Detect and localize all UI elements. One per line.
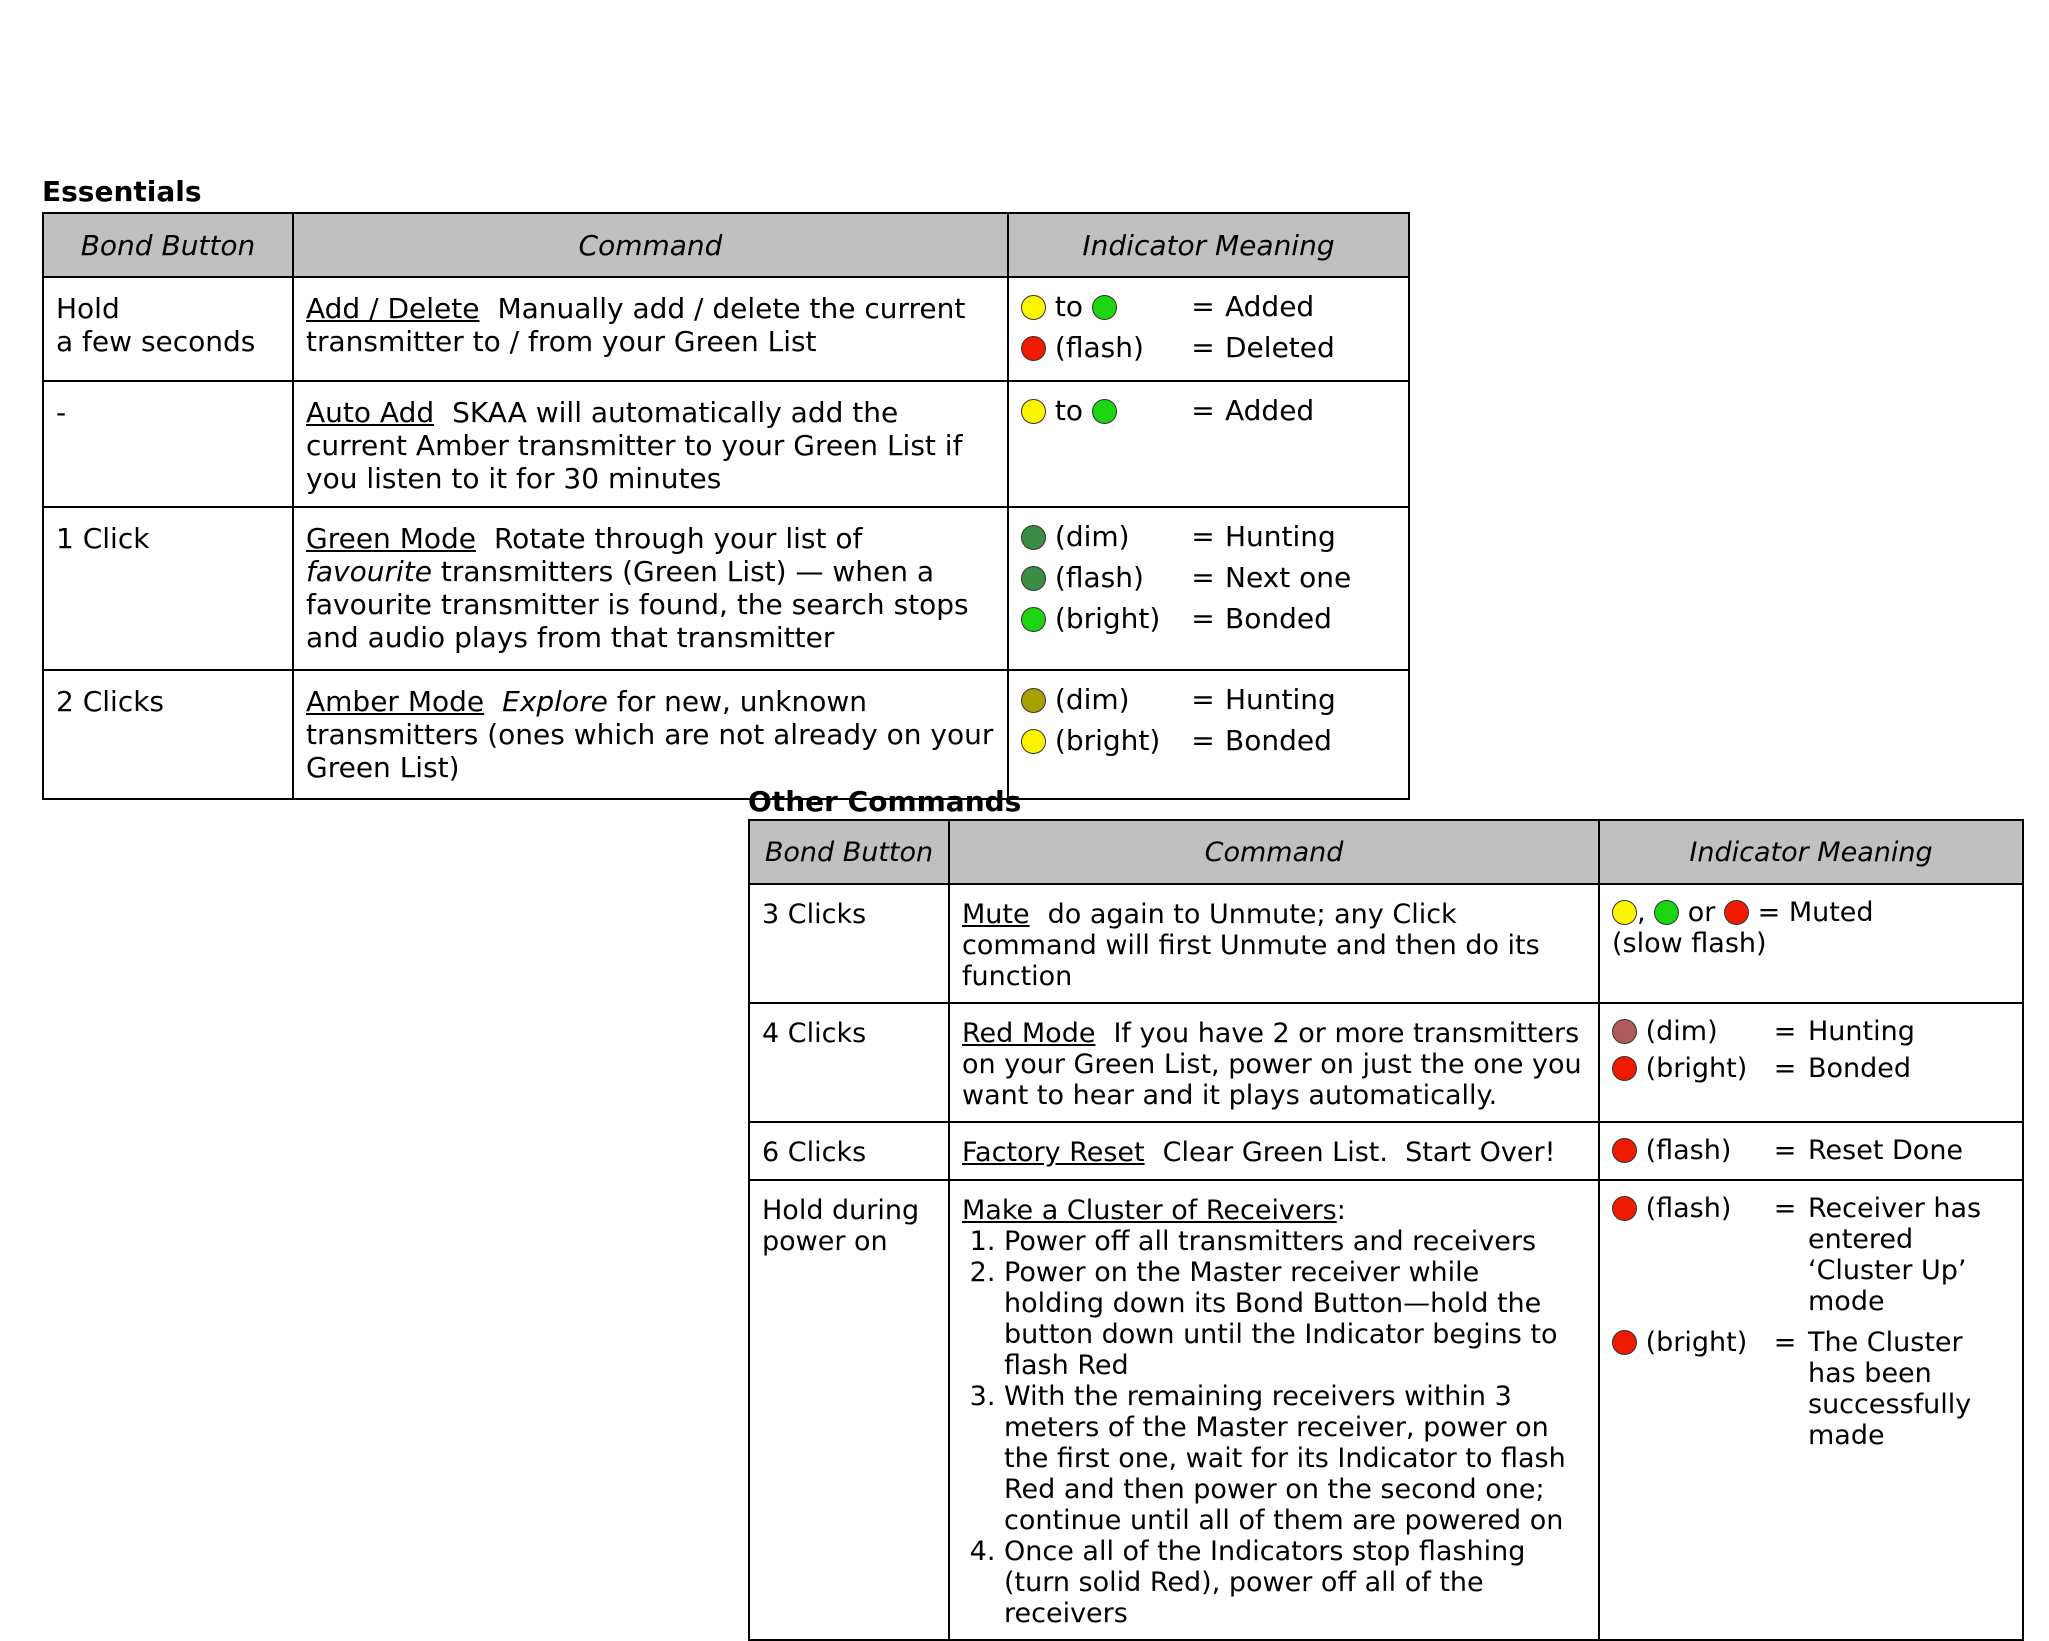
bond-button-cell <box>43 381 293 507</box>
other-commands-title: Other Commands <box>748 785 1022 818</box>
indicator-state: (dim) <box>1645 1016 1718 1047</box>
indicator-state: (flash) <box>1645 1193 1732 1224</box>
equals-sign: = <box>1191 331 1215 364</box>
command-suffix: : <box>1336 1195 1346 1226</box>
command-title: Red Mode <box>962 1018 1096 1049</box>
indicator-cell <box>1008 507 1409 670</box>
command-text: SKAA will automatically add the current Amber transmitter to your Green List if you listen to it for 30 minutes <box>306 396 963 495</box>
command-title: Auto Add <box>306 396 435 429</box>
bond-button-cell <box>749 1003 949 1122</box>
indicator-cell <box>1008 670 1409 799</box>
header-indicator-meaning: Indicator Meaning <box>1008 213 1409 277</box>
bond-button-label: Hold during <box>762 1195 920 1226</box>
header-command: Command <box>949 820 1599 884</box>
indicator-meaning: Next one <box>1225 561 1352 594</box>
table-header-row <box>749 820 2023 884</box>
list-item: 4. Once all of the Indicators stop flashing (turn solid Red), power off all of the receivers <box>1004 1536 1586 1629</box>
command-cell <box>293 381 1008 507</box>
indicator-meaning: Bonded <box>1225 602 1332 635</box>
command-text: Manually add / delete the current transmitter to / from your Green List <box>306 292 966 358</box>
yellow-dot-icon <box>1021 399 1046 424</box>
red-dot-icon <box>1612 1196 1637 1221</box>
indicator-meaning: Receiver has entered ‘Cluster Up’ mode <box>1808 1193 1982 1317</box>
indicator-state: (bright) <box>1645 1053 1748 1084</box>
red-dot-icon <box>1612 1330 1637 1355</box>
dim-amber-dot-icon <box>1021 688 1046 713</box>
equals-sign: = <box>1191 724 1215 757</box>
table-row <box>43 277 1409 381</box>
table-row <box>749 884 2023 1003</box>
bond-button-label: - <box>56 396 67 429</box>
equals-sign: = <box>1191 683 1215 716</box>
table-row <box>43 507 1409 670</box>
command-cell <box>949 1180 1599 1640</box>
indicator-state: (flash) <box>1054 561 1144 594</box>
table-row <box>43 670 1409 799</box>
bond-button-label: 4 Clicks <box>762 1018 867 1049</box>
bond-button-label: 6 Clicks <box>762 1137 867 1168</box>
command-cell <box>949 1122 1599 1180</box>
equals-sign: = <box>1191 520 1215 553</box>
indicator-meaning: Added <box>1225 290 1315 323</box>
table-header-row <box>43 213 1409 277</box>
indicator-state: (flash) <box>1054 331 1144 364</box>
command-text: do again to Unmute; any Click command will first Unmute and then do its function <box>962 899 1540 992</box>
indicator-meaning: Muted <box>1788 897 1874 928</box>
indicator-state: (bright) <box>1645 1327 1748 1358</box>
bond-button-label: 3 Clicks <box>762 899 867 930</box>
yellow-dot-icon <box>1021 295 1046 320</box>
bond-button-label: a few seconds <box>56 325 256 358</box>
command-cell <box>293 277 1008 381</box>
cluster-steps <box>962 1226 1586 1629</box>
command-cell <box>293 670 1008 799</box>
red-dot-icon <box>1612 1056 1637 1081</box>
equals-sign: = <box>1773 1135 1797 1166</box>
equals-sign: = <box>1757 897 1781 928</box>
indicator-meaning: Hunting <box>1225 683 1336 716</box>
indicator-meaning: Reset Done <box>1808 1135 1964 1166</box>
indicator-meaning: Added <box>1225 394 1315 427</box>
bond-button-label: 2 Clicks <box>56 685 165 718</box>
indicator-meaning: Hunting <box>1225 520 1336 553</box>
indicator-state: (bright) <box>1054 602 1161 635</box>
command-text: Clear Green List. Start Over! <box>1162 1137 1556 1168</box>
command-text: transmitters (Green List) — when a favourite transmitter is found, the search stops and audio plays from that transmitter <box>306 555 969 654</box>
indicator-state: (flash) <box>1645 1135 1732 1166</box>
green-dot-icon <box>1654 900 1679 925</box>
table-row <box>749 1003 2023 1122</box>
indicator-meaning: Bonded <box>1225 724 1332 757</box>
command-title: Factory Reset <box>962 1137 1145 1168</box>
equals-sign: = <box>1773 1016 1797 1047</box>
yellow-dot-icon <box>1021 729 1046 754</box>
command-text: for new, unknown transmitters (ones which are not already on your Green List) <box>306 685 994 784</box>
indicator-separator: or <box>1687 897 1716 928</box>
dim-green-dot-icon <box>1021 525 1046 550</box>
indicator-joiner: to <box>1054 394 1084 427</box>
indicator-state: (slow flash) <box>1612 928 1767 959</box>
red-dot-icon <box>1724 900 1749 925</box>
bond-button-cell <box>43 277 293 381</box>
dim-red-dot-icon <box>1612 1019 1637 1044</box>
command-cell <box>293 507 1008 670</box>
other-commands-table <box>748 819 2024 1641</box>
red-dot-icon <box>1612 1138 1637 1163</box>
bond-button-label: power on <box>762 1226 888 1257</box>
list-item: 3. With the remaining receivers within 3 meters of the Master receiver, power on the first one, wait for its Indicator to flash Red and then power on the second one; continue until all of them are powered on <box>1004 1381 1586 1536</box>
command-cell <box>949 884 1599 1003</box>
header-command: Command <box>293 213 1008 277</box>
essentials-table <box>42 212 1410 800</box>
command-text: If you have 2 or more transmitters on your Green List, power on just the one you want to hear and it plays automatically. <box>962 1018 1582 1111</box>
table-row <box>749 1180 2023 1640</box>
indicator-meaning: The Cluster has been successfully made <box>1808 1327 1972 1451</box>
command-title: Amber Mode <box>306 685 485 718</box>
indicator-separator: , <box>1637 897 1646 928</box>
indicator-joiner: to <box>1054 290 1084 323</box>
indicator-cell <box>1008 277 1409 381</box>
command-title: Green Mode <box>306 522 476 555</box>
equals-sign: = <box>1191 602 1215 635</box>
equals-sign: = <box>1191 290 1215 323</box>
indicator-meaning: Bonded <box>1808 1053 1912 1084</box>
indicator-cell <box>1599 884 2023 1003</box>
list-item: 1. Power off all transmitters and receivers <box>1004 1226 1586 1257</box>
green-dot-icon <box>1092 295 1117 320</box>
equals-sign: = <box>1773 1053 1797 1084</box>
essentials-title: Essentials <box>42 175 202 208</box>
bond-button-label: 1 Click <box>56 522 150 555</box>
equals-sign: = <box>1773 1327 1797 1358</box>
indicator-state: (bright) <box>1054 724 1161 757</box>
command-title: Mute <box>962 899 1030 930</box>
indicator-state: (dim) <box>1054 520 1130 553</box>
indicator-state: (dim) <box>1054 683 1130 716</box>
indicator-cell <box>1008 381 1409 507</box>
indicator-cell <box>1599 1122 2023 1180</box>
red-dot-icon <box>1021 336 1046 361</box>
bond-button-cell <box>43 507 293 670</box>
table-row <box>749 1122 2023 1180</box>
header-bond-button: Bond Button <box>43 213 293 277</box>
header-indicator-meaning: Indicator Meaning <box>1599 820 2023 884</box>
command-title: Make a Cluster of Receivers <box>962 1195 1337 1226</box>
equals-sign: = <box>1191 394 1215 427</box>
indicator-meaning: Hunting <box>1808 1016 1915 1047</box>
dim-green-dot-icon <box>1021 566 1046 591</box>
command-text: Rotate through your list of <box>493 522 863 555</box>
command-title: Add / Delete <box>306 292 480 325</box>
command-cell <box>949 1003 1599 1122</box>
list-item: 2. Power on the Master receiver while holding down its Bond Button—hold the button down until the Indicator begins to flash Red <box>1004 1257 1586 1381</box>
overlap-mask <box>1410 777 1430 817</box>
header-bond-button: Bond Button <box>749 820 949 884</box>
indicator-cell <box>1599 1003 2023 1122</box>
equals-sign: = <box>1191 561 1215 594</box>
green-dot-icon <box>1021 607 1046 632</box>
yellow-dot-icon <box>1612 900 1637 925</box>
bond-button-cell <box>43 670 293 799</box>
indicator-cell <box>1599 1180 2023 1640</box>
bond-button-cell <box>749 884 949 1003</box>
bond-button-cell <box>749 1122 949 1180</box>
green-dot-icon <box>1092 399 1117 424</box>
table-row <box>43 381 1409 507</box>
bond-button-cell <box>749 1180 949 1640</box>
equals-sign: = <box>1773 1193 1797 1224</box>
indicator-meaning: Deleted <box>1225 331 1335 364</box>
command-italic: favourite <box>306 555 432 588</box>
command-italic: Explore <box>502 685 608 718</box>
bond-button-label: Hold <box>56 292 120 325</box>
